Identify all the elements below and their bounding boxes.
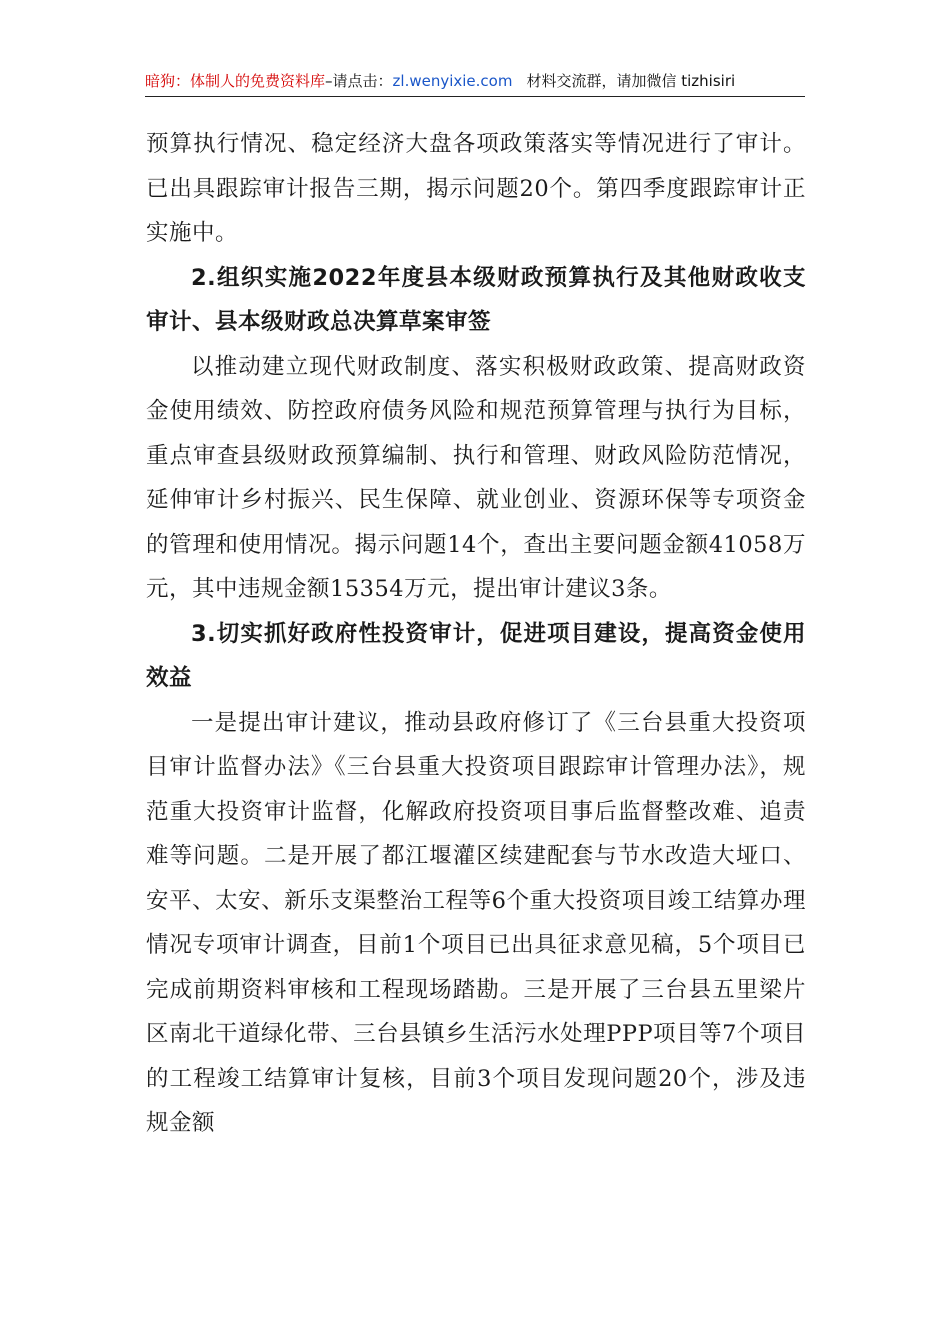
document-body [146, 122, 806, 1146]
paragraph-fiscal-audit: 以推动建立现代财政制度、落实积极财政政策、提高财政资金使用绩效、防控政府债务风险和规范预算管理与执行为目标，重点审查县级财政预算编制、执行和管理、财政风险防范情况，延伸审计乡村振兴、民生保障、就业创业、资源环保等专项资金的管理和使用情况。揭示问题14个，查出主要问题金额41058万元，其中违规金额15354万元，提出审计建议3条。 [146, 353, 806, 602]
header-brand: 暗狗：体制人的免费资料库 [145, 72, 326, 90]
header-link-url[interactable]: zl.wenyixie.com [392, 72, 513, 90]
header-separator: – [325, 72, 333, 90]
header-wechat-note: 材料交流群，请加微信 tizhisiri [526, 72, 736, 90]
paragraph-investment-audit: 一是提出审计建议，推动县政府修订了《三台县重大投资项目审计监督办法》《三台县重大投资项目跟踪审计管理办法》，规范重大投资审计监督，化解政府投资项目事后监督整改难、追责难等问题。二是开展了都江堰灌区续建配套与节水改造大垭口、安平、太安、新乐支渠整治工程等6个重大投资项目竣工结算办理情况专项审计调查，目前1个项目已出具征求意见稿，5个项目已完成前期资料审核和工程现场踏勘。三是开展了三台县五里梁片区南北干道绿化带、三台县镇乡生活污水处理PPP项目等7个项目的工程竣工结算审计复核，目前3个项目发现问题20个，涉及违规金额 [146, 709, 806, 1136]
heading-section-2: 2.组织实施2022年度县本级财政预算执行及其他财政收支审计、县本级财政总决算草案审签 [146, 264, 806, 335]
page-header [145, 66, 805, 97]
header-link-label: 请点击： [332, 72, 393, 90]
paragraph-budget-execution: 预算执行情况、稳定经济大盘各项政策落实等情况进行了审计。已出具跟踪审计报告三期，揭示问题20个。第四季度跟踪审计正实施中。 [146, 131, 806, 246]
heading-section-3: 3.切实抓好政府性投资审计，促进项目建设，提高资金使用效益 [146, 620, 806, 691]
